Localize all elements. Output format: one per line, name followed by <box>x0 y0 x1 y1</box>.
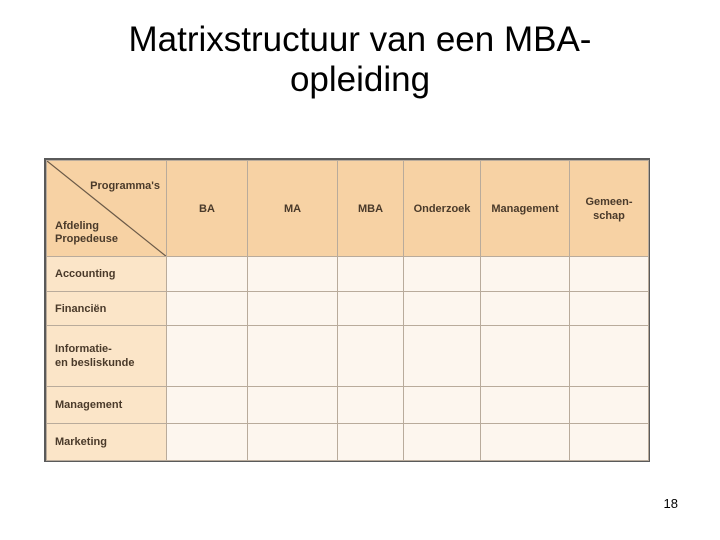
matrix-cell <box>248 424 338 461</box>
row-header-label: Accounting <box>55 268 116 280</box>
column-header-label: MBA <box>357 202 384 215</box>
matrix-row-marketing <box>47 424 649 461</box>
matrix-cell <box>167 292 248 326</box>
matrix-cell <box>481 387 570 424</box>
matrix-cell <box>570 424 649 461</box>
slide-title <box>0 20 720 100</box>
matrix-cell <box>338 424 404 461</box>
matrix-cell <box>570 292 649 326</box>
matrix-cell <box>481 424 570 461</box>
matrix-cell <box>404 387 481 424</box>
matrix-row-informatie <box>47 326 649 387</box>
row-header-marketing <box>47 424 167 461</box>
column-header-label: Gemeen- <box>585 195 633 208</box>
matrix-cell <box>338 326 404 387</box>
matrix-cell <box>338 257 404 292</box>
matrix-cell <box>167 326 248 387</box>
column-header-management <box>481 161 570 257</box>
matrix-cell <box>248 387 338 424</box>
matrix-cell <box>404 257 481 292</box>
column-header-label: Management <box>491 202 559 215</box>
row-header-label: Informatie- <box>55 343 112 355</box>
row-header-label: Marketing <box>55 436 107 448</box>
matrix-frame <box>44 158 650 462</box>
corner-label-programmas: Programma's <box>90 180 160 192</box>
row-header-accounting <box>47 257 167 292</box>
column-header-gemeenschap <box>570 161 649 257</box>
matrix-cell <box>248 326 338 387</box>
row-header-label: Financiën <box>55 302 107 315</box>
matrix-cell <box>338 387 404 424</box>
column-header-label: Onderzoek <box>413 202 471 215</box>
matrix-cell <box>167 387 248 424</box>
matrix-cell <box>404 292 481 326</box>
corner-label-afdeling <box>55 220 118 246</box>
corner-cell <box>47 161 167 257</box>
header-row <box>47 161 649 257</box>
column-header-label: MA <box>283 202 302 215</box>
matrix-cell <box>481 326 570 387</box>
column-header-onderzoek <box>404 161 481 257</box>
row-header-informatie-en-besliskunde <box>47 326 167 387</box>
matrix-cell <box>570 387 649 424</box>
matrix-row-financien <box>47 292 649 326</box>
matrix-cell <box>338 292 404 326</box>
matrix-row-management <box>47 387 649 424</box>
matrix-cell <box>167 257 248 292</box>
matrix-table <box>46 160 649 461</box>
matrix-cell <box>570 257 649 292</box>
row-header-financien <box>47 292 167 326</box>
matrix-cell <box>404 424 481 461</box>
matrix-cell <box>481 257 570 292</box>
matrix-cell <box>404 326 481 387</box>
title-line-1: Matrixstructuur van een MBA- <box>128 20 592 59</box>
corner-label-line-2: Propedeuse <box>55 233 118 245</box>
column-header-label: BA <box>199 202 215 215</box>
matrix-row-accounting <box>47 257 649 292</box>
title-line-2: opleiding <box>289 60 431 99</box>
column-header-mba <box>338 161 404 257</box>
matrix-cell <box>570 326 649 387</box>
row-header-management <box>47 387 167 424</box>
page-number: 18 <box>663 496 678 511</box>
matrix-cell <box>248 292 338 326</box>
matrix-cell <box>167 424 248 461</box>
corner-label-line-1: Afdeling <box>55 220 99 232</box>
column-header-ma <box>248 161 338 257</box>
column-header-label-line-2: schap <box>593 209 625 222</box>
column-header-ba <box>167 161 248 257</box>
matrix-cell <box>248 257 338 292</box>
matrix-cell <box>481 292 570 326</box>
row-header-label-line-2: en besliskunde <box>55 357 135 369</box>
row-header-label: Management <box>55 399 123 411</box>
